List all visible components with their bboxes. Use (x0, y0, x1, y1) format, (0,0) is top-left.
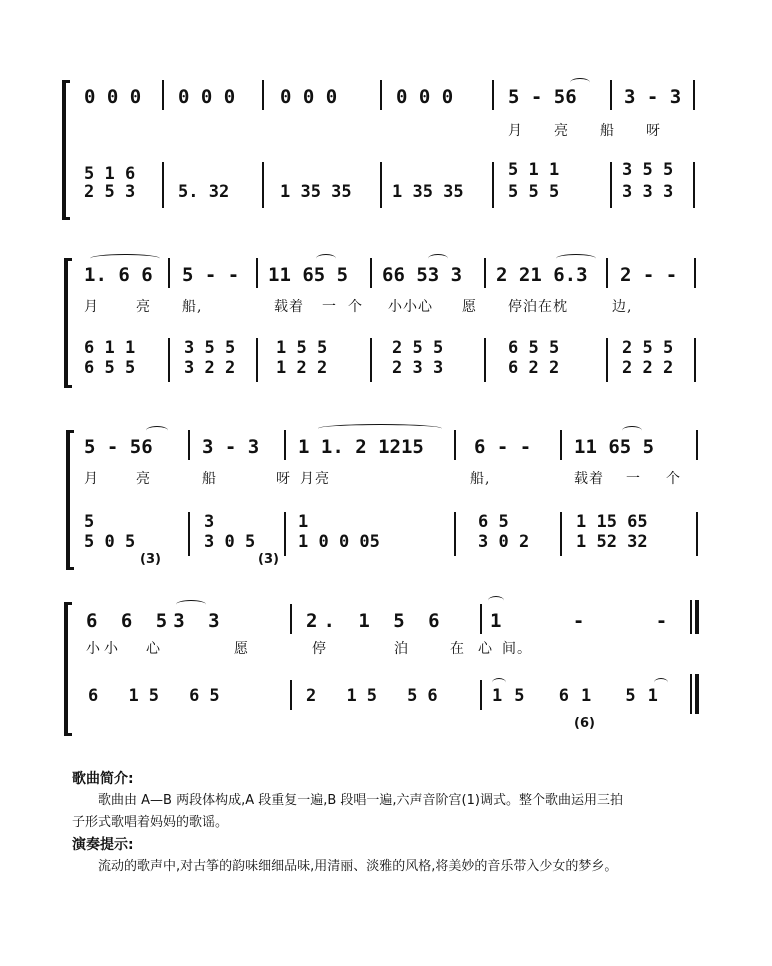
accompaniment-lower: 3 3 3 (622, 182, 674, 202)
melody-measure: 1 - - (490, 610, 698, 632)
lyric: 间。 (502, 641, 532, 657)
song-notes (72, 768, 712, 878)
system-bracket (66, 430, 70, 570)
lyric: 船 (600, 123, 616, 139)
accompaniment-upper: 1 15 65 (576, 512, 648, 532)
intro-text: 歌曲由 A—B 两段体构成,A 段重复一遍,B 段唱一遍,六声音阶宫(1)调式。整个歌曲运用三拍 (98, 793, 623, 808)
accompaniment-lower: 6 15 65 (88, 686, 230, 706)
bar-line (480, 604, 482, 634)
lyric: 心 (146, 641, 161, 657)
system-bracket (64, 602, 68, 736)
bar-line (492, 162, 494, 208)
intro-heading: 歌曲简介: (72, 771, 134, 787)
lyrics-line (84, 468, 696, 488)
bar-line (188, 430, 190, 460)
bar-line (694, 258, 696, 288)
lyric: 月 (84, 471, 99, 487)
lyric: 船 (202, 471, 217, 487)
fermata-arc (488, 596, 504, 605)
accompaniment-upper: 5 (84, 512, 95, 532)
melody-measure: 3 - 3 (202, 436, 260, 458)
bar-line (380, 80, 382, 110)
accompaniment-upper: 3 (204, 512, 215, 532)
accompaniment-upper: 3 5 5 (184, 338, 236, 358)
lyric: 船, (470, 471, 491, 487)
accompaniment-lower: 15 61 51 (492, 686, 670, 706)
accompaniment-lower: 1 0 0 05 (298, 532, 380, 552)
accompaniment-lower: 6 5 5 (84, 358, 136, 378)
accompaniment-upper: 5 1 6 (84, 164, 136, 184)
lyric: 呀 (276, 471, 291, 487)
lyric: 亮 (554, 123, 570, 139)
accompaniment-upper: 1 (298, 512, 309, 532)
accompaniment-lower: 5. 32 (178, 182, 230, 202)
tie-arc (570, 78, 590, 87)
accompaniment-lower: 2 3 3 (392, 358, 444, 378)
melody-measure: 6 6 53 3 (86, 610, 226, 632)
lyric: 载着 (574, 471, 604, 487)
bar-line (262, 162, 264, 208)
bar-line (696, 430, 698, 460)
melody-measure: 5 - - (182, 264, 240, 286)
melody-measure: 1 1. 2 1215 (298, 436, 424, 458)
lyric: 月亮 (300, 471, 330, 487)
accompaniment-lower: 3 0 2 (478, 532, 530, 552)
melody-measure: 5 - 56 (508, 86, 577, 108)
melody-measure: 3 - 3 (624, 86, 682, 108)
bar-line (168, 338, 170, 382)
lyric: 边, (612, 299, 633, 315)
melody-measure: 1. 6 6 (84, 264, 153, 286)
lyric: 亮 (136, 299, 151, 315)
final-bar-line (690, 674, 692, 714)
melody-measure: 2 - - (620, 264, 678, 286)
accompaniment-upper: 6 1 1 (84, 338, 136, 358)
melody-measure: 0 0 0 (178, 86, 236, 108)
bar-line (262, 80, 264, 110)
fermata-arc (492, 678, 506, 687)
bar-line (370, 258, 372, 288)
bar-line (168, 258, 170, 288)
bar-line (606, 338, 608, 382)
melody-measure: 0 0 0 (84, 86, 142, 108)
bar-line (610, 162, 612, 208)
accompaniment-upper: 6 5 (478, 512, 509, 532)
melody-measure: 11 65 5 (268, 264, 349, 286)
accompaniment-lower: 5 0 5 (84, 532, 136, 552)
accompaniment-lower: 1 35 35 (280, 182, 352, 202)
bar-line (693, 80, 695, 110)
system-bracket (62, 80, 66, 220)
accompaniment-lower: 1 35 35 (392, 182, 464, 202)
bar-line (484, 258, 486, 288)
accompaniment-lower: 2 2 2 (622, 358, 674, 378)
triplet-mark: (3) (140, 552, 161, 567)
bar-line (290, 604, 292, 634)
lyrics-line (86, 638, 542, 658)
bar-line (693, 162, 695, 208)
tips-text: 流动的歌声中,对古筝的韵味细细品味,用清丽、淡雅的风格,将美妙的音乐带入少女的梦乡。 (98, 859, 618, 874)
lyric: 载着 (274, 299, 304, 315)
melody-measure: 6 - - (474, 436, 532, 458)
accompaniment-lower: 3 2 2 (184, 358, 236, 378)
bar-line (454, 512, 456, 556)
lyric: 小 (104, 641, 119, 657)
lyrics-line (508, 120, 692, 140)
bar-line (256, 258, 258, 288)
tie-arc (176, 600, 206, 609)
accompaniment-lower: 2 15 56 (306, 686, 448, 706)
bar-line (380, 162, 382, 208)
lyric: 个 (348, 299, 363, 315)
bar-line (560, 430, 562, 460)
melody-measure: 0 0 0 (280, 86, 338, 108)
bar-line (188, 512, 190, 556)
accompaniment-upper: 1 5 5 (276, 338, 328, 358)
accompaniment-lower: 1 52 32 (576, 532, 648, 552)
bar-line (560, 512, 562, 556)
bar-line (284, 430, 286, 460)
tie-arc (146, 426, 168, 435)
accompaniment-upper: 2 5 5 (392, 338, 444, 358)
bar-line (162, 80, 164, 110)
melody-measure: 0 0 0 (396, 86, 454, 108)
fingering-mark: (6) (574, 716, 595, 731)
intro-text-continued: 子形式歌唱着妈妈的歌谣。 (72, 815, 229, 830)
lyric: 月 (84, 299, 99, 315)
accompaniment-upper: 5 1 1 (508, 160, 560, 180)
tie-arc (316, 254, 336, 263)
lyric: 一 (322, 299, 337, 315)
melody-measure: 2 21 6.3 (496, 264, 588, 286)
triplet-mark: (3) (258, 552, 279, 567)
lyric: 泊 (394, 641, 409, 657)
bar-line (694, 338, 696, 382)
tie-arc (90, 254, 160, 263)
accompaniment-upper: 6 5 5 (508, 338, 560, 358)
accompaniment-upper: 3 5 5 (622, 160, 674, 180)
bar-line (370, 338, 372, 382)
lyric: 愿 (234, 641, 249, 657)
bar-line (484, 338, 486, 382)
melody-measure: 66 53 3 (382, 264, 463, 286)
lyric: 船, (182, 299, 203, 315)
melody-measure: 2. 1 5 6 (306, 610, 446, 632)
lyric: 月 (508, 123, 524, 139)
lyric: 愿 (462, 299, 477, 315)
lyrics-line (84, 296, 652, 316)
bar-line (606, 258, 608, 288)
bar-line (454, 430, 456, 460)
lyric: 一 (626, 471, 641, 487)
lyric: 个 (666, 471, 681, 487)
lyric: 呀 (646, 123, 662, 139)
lyric: 在 (450, 641, 465, 657)
accompaniment-upper: 2 5 5 (622, 338, 674, 358)
fermata-arc (654, 678, 668, 687)
tie-arc (622, 426, 642, 435)
lyric: 亮 (136, 471, 151, 487)
bar-line (256, 338, 258, 382)
lyric: 小 (86, 641, 101, 657)
bar-line (610, 80, 612, 110)
final-bar-line-thick (695, 674, 699, 714)
tie-arc (556, 254, 596, 263)
bar-line (284, 512, 286, 556)
melody-measure: 11 65 5 (574, 436, 655, 458)
accompaniment-lower: 1 2 2 (276, 358, 328, 378)
accompaniment-lower: 5 5 5 (508, 182, 560, 202)
accompaniment-lower: 2 5 3 (84, 182, 136, 202)
tips-heading: 演奏提示: (72, 837, 134, 853)
bar-line (162, 162, 164, 208)
bar-line (492, 80, 494, 110)
lyric: 停 (312, 641, 327, 657)
system-bracket (64, 258, 68, 388)
lyric: 心 (478, 641, 493, 657)
bar-line (480, 680, 482, 710)
tie-arc (428, 254, 448, 263)
melody-measure: 5 - 56 (84, 436, 153, 458)
lyric: 停泊在枕 (508, 299, 568, 315)
tie-arc (318, 424, 442, 433)
bar-line (290, 680, 292, 710)
accompaniment-lower: 3 0 5 (204, 532, 256, 552)
lyric: 小小心 (388, 299, 433, 315)
bar-line (696, 512, 698, 556)
accompaniment-lower: 6 2 2 (508, 358, 560, 378)
